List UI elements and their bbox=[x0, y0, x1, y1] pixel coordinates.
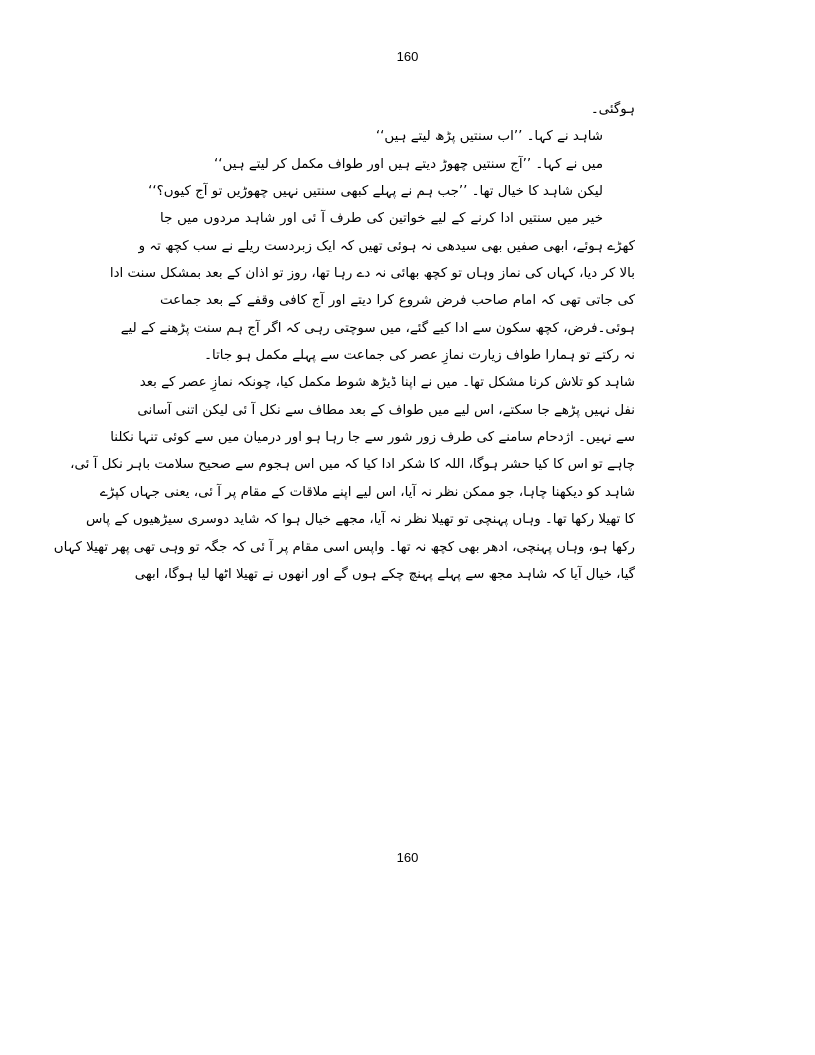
text-line: کا تھیلا رکھا تھا۔ وہاں پہنچی تو تھیلا نظر نہ آیا، مجھے خیال ہوا کہ شاید دوسری سیڑھیوں کے پاس bbox=[85, 512, 635, 528]
text-line: چاہے تو اس کا کیا حشر ہوگا، اللہ کا شکر ادا کیا کہ میں اس ہجوم سے صحیح سلامت باہر نکل آ ئی، bbox=[70, 457, 635, 473]
text-line: شاہد کو تلاش کرنا مشکل تھا۔ میں نے اپنا ڈیڑھ شوط مکمل کیا، چونکہ نمازِ عصر کے بعد bbox=[139, 375, 635, 391]
text-line: کی جاتی تھی کہ امام صاحب فرض شروع کرا دیتے اور آج کافی وقفے کے بعد جماعت bbox=[160, 293, 635, 309]
text-line: شاہد کو دیکھنا چاہا، جو ممکن نظر نہ آیا، اس لیے اپنے ملاقات کے مقام پر آ ئی، یعنی جہاں کپڑے bbox=[99, 484, 635, 500]
text-line: ہوئی۔فرض، کچھ سکون سے ادا کیے گئے، میں سوچتی رہی کہ اگر آج ہم سنت پڑھنے کے لیے bbox=[120, 320, 635, 336]
text-line: لیکن شاہد کا خیال تھا۔ ’’جب ہم نے پہلے کبھی سنتیں نہیں چھوڑیں تو آج کیوں؟‘‘ bbox=[148, 184, 603, 200]
text-line: بالا کر دیا، کہاں کی نماز وہاں تو کچھ بھائی نہ دے رہا تھا، روز تو اذان کے بعد بمشکل سنت ادا bbox=[109, 266, 635, 282]
page-number-bottom: 160 bbox=[396, 850, 419, 865]
text-line: ہوگئی۔ bbox=[590, 102, 635, 117]
text-line: رکھا ہو، وہاں پہنچی، ادھر بھی کچھ نہ تھا۔ واپس اسی مقام پر آ ئی کہ جگہ تو وہی تھی پھر تھیلا کہاں bbox=[53, 539, 635, 555]
text-line: گیا، خیال آیا کہ شاہد مجھ سے پہلے پہنچ چکے ہوں گے اور انھوں نے تھیلا اٹھا لیا ہوگا، ابھی bbox=[134, 566, 635, 582]
page-number-top: 160 bbox=[396, 49, 419, 64]
text-line: سے نہیں۔ اژدحام سامنے کی طرف زور شور سے جا رہا ہو اور درمیان میں سے کوئی تنہا نکلنا bbox=[110, 430, 635, 446]
text-line: میں نے کہا۔ ’’آج سنتیں چھوڑ دیتے ہیں اور طواف مکمل کر لیتے ہیں‘‘ bbox=[213, 156, 603, 172]
body-text bbox=[53, 96, 635, 588]
text-line: نفل نہیں پڑھے جا سکتے، اس لیے میں طواف کے بعد مطاف سے نکل آ ئی لیکن اتنی آسانی bbox=[137, 402, 635, 418]
text-line: نہ رکتے تو ہمارا طواف زیارت نمازِ عصر کی جماعت سے پہلے مکمل ہو جاتا۔ bbox=[204, 348, 635, 364]
text-line: کھڑے ہوئے، ابھی صفیں بھی سیدھی نہ ہوئی تھیں کہ ایک زبردست ریلے نے سب کچھ تہ و bbox=[138, 238, 635, 254]
text-line: خیر میں سنتیں ادا کرنے کے لیے خواتین کی طرف آ ئی اور شاہد مردوں میں جا bbox=[160, 211, 603, 227]
text-line: شاہد نے کہا۔ ’’اب سنتیں پڑھ لیتے ہیں‘‘ bbox=[375, 129, 603, 145]
